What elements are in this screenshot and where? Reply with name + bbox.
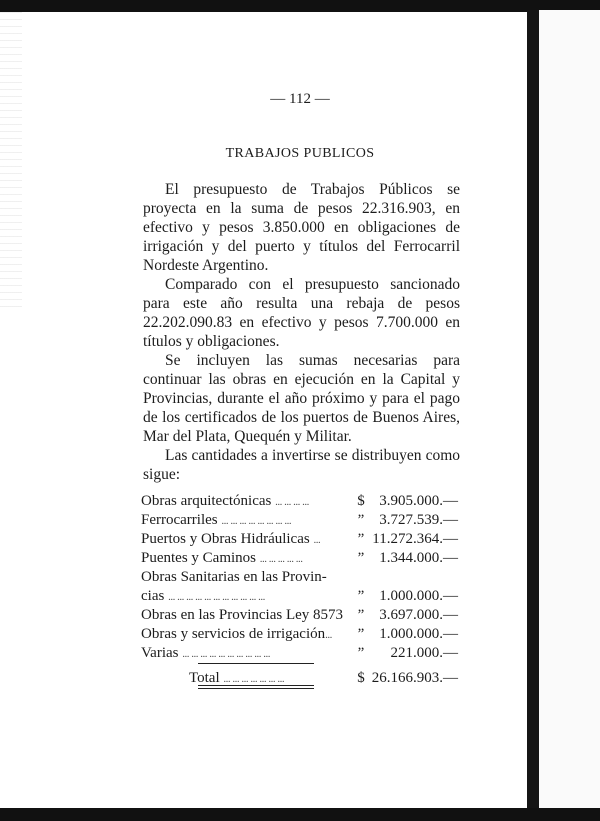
section-heading: TRABAJOS PUBLICOS (225, 146, 375, 161)
budget-table (141, 492, 458, 688)
row-label: Puertos y Obras Hidráulicas ... (141, 531, 321, 547)
table-row (141, 511, 458, 530)
table-row (141, 644, 458, 663)
total-double-rule (198, 685, 314, 689)
table-row (141, 587, 458, 606)
row-label: Obras en las Provincias Ley 8573 (141, 607, 344, 623)
row-amount: 221.000.— (390, 645, 458, 661)
page-number: — 112 — (270, 91, 330, 107)
row-label: Obras Sanitarias en las Provin- (141, 569, 327, 585)
table-row (141, 530, 458, 549)
row-amount: 11.272.364.— (372, 531, 458, 547)
paragraph: Las cantidades a invertirse se distribuyen como sigue: (143, 447, 460, 483)
row-label: Varias ... ... ... ... ... ... ... ... ... ... (141, 645, 270, 661)
row-amount: 1.344.000.— (379, 550, 458, 566)
table-row (141, 606, 458, 625)
page-right-edge (527, 10, 539, 810)
row-label: Ferrocarriles ... ... ... ... ... ... ... ... (141, 512, 292, 528)
row-amount: 1.000.000.— (379, 626, 458, 642)
page-top-edge (0, 0, 600, 12)
currency-mark: ” (357, 626, 365, 642)
currency-mark: ” (357, 531, 365, 547)
total-label: Total ... ... ... ... ... ... ... (189, 670, 285, 686)
paragraph: Comparado con el presupuesto sancionado para este año resulta una rebaja de pesos 22.202.090.83 en efectivo y pesos 7.700.000 en títulos y obligaciones. (143, 276, 460, 350)
table-row (141, 492, 458, 511)
total-amount: 26.166.903.— (371, 670, 458, 686)
body-text (143, 180, 460, 484)
page-bottom-edge (0, 808, 600, 821)
row-amount: 3.727.539.— (379, 512, 458, 528)
currency-mark: ” (357, 550, 365, 566)
row-amount: 3.697.000.— (379, 607, 458, 623)
row-amount: 1.000.000.— (379, 588, 458, 604)
currency-mark: ” (357, 512, 365, 528)
paragraph: Se incluyen las sumas necesarias para continuar las obras en ejecución en la Capital y Provincias, durante el año próximo y para el pago de los certificados de los puertos de Buenos Aires, Mar del Plata, Quequén y Militar. (143, 352, 460, 445)
sum-rule (198, 663, 314, 664)
row-amount: 3.905.000.— (379, 493, 458, 509)
currency-mark: ” (357, 588, 365, 604)
row-label: Puentes y Caminos ... ... ... ... ... (141, 550, 303, 566)
row-label: cias ... ... ... ... ... ... ... ... ... ... ... (141, 588, 265, 604)
row-label: Obras y servicios de irrigación... (141, 626, 332, 642)
adjacent-page-strip (539, 10, 600, 810)
paragraph: El presupuesto de Trabajos Públicos se proyecta en la suma de pesos 22.316.903, en efectivo y pesos 3.850.000 en obligaciones de irrigación y del puerto y títulos del Ferrocarril Nordeste Argentino. (143, 181, 460, 274)
row-label: Obras arquitectónicas ... ... ... ... (141, 493, 309, 509)
currency-mark: ” (357, 607, 365, 623)
table-row (141, 549, 458, 568)
currency-mark: $ (357, 493, 365, 509)
table-row (141, 625, 458, 644)
currency-mark: ” (357, 645, 365, 661)
table-row (141, 568, 458, 587)
scan-edge-noise (0, 12, 22, 312)
currency-mark: $ (357, 670, 365, 686)
